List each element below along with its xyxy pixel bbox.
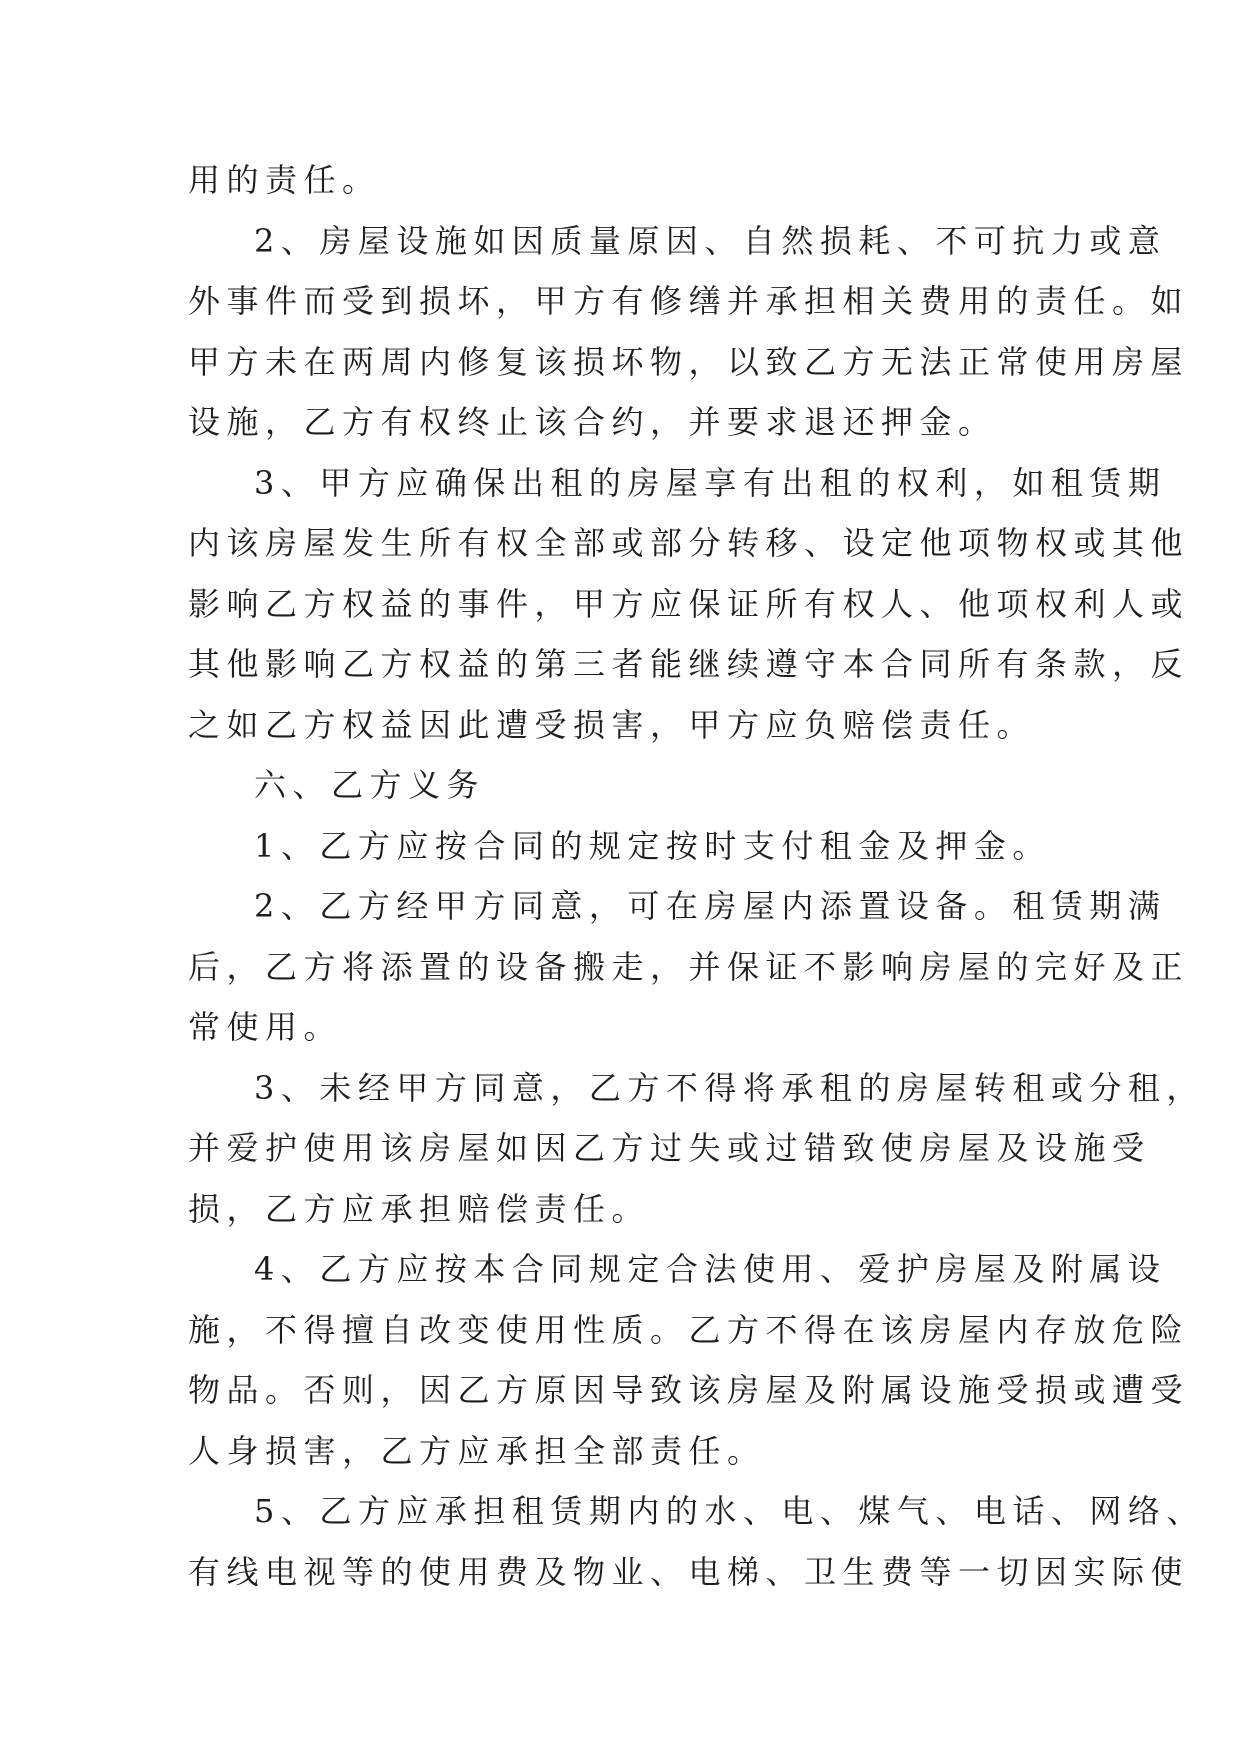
text-line-18: 损，乙方应承担赔偿责任。 [188, 1189, 651, 1228]
text-line-3: 外事件而受到损坏，甲方有修缮并承担相关费用的责任。如 [188, 282, 1190, 320]
text-line-24: 有线电视等的使用费及物业、电梯、卫生费等一切因实际使 [188, 1552, 1190, 1591]
text-line-8: 影响乙方权益的事件，甲方应保证所有权人、他项权利人或 [188, 584, 1190, 623]
text-line-14: 后，乙方将添置的设备搬走，并保证不影响房屋的完好及正 [188, 947, 1190, 986]
text-line-10: 之如乙方权益因此遭受损害，甲方应负赔偿责任。 [188, 705, 1036, 744]
text-line-16: 3、未经甲方同意，乙方不得将承租的房屋转租或分租， [254, 1068, 1205, 1107]
text-line-15: 常使用。 [188, 1008, 343, 1046]
text-line-13: 2、乙方经甲方同意，可在房屋内添置设备。租赁期满 [254, 887, 1167, 925]
text-line-1: 用的责任。 [188, 161, 381, 199]
text-line-4: 甲方未在两周内修复该损坏物，以致乙方无法正常使用房屋 [188, 342, 1190, 381]
text-line-7: 内该房屋发生所有权全部或部分转移、设定他项物权或其他 [188, 524, 1190, 562]
text-line-19: 4、乙方应按本合同规定合法使用、爱护房屋及附属设 [254, 1250, 1167, 1288]
text-line-23: 5、乙方应承担租赁期内的水、电、煤气、电话、网络、 [254, 1492, 1205, 1530]
text-line-21: 物品。否则，因乙方原因导致该房屋及附属设施受损或遭受 [188, 1371, 1190, 1409]
text-line-9: 其他影响乙方权益的第三者能继续遵守本合同所有条款，反 [188, 645, 1190, 683]
text-line-5: 设施，乙方有权终止该合约，并要求退还押金。 [188, 403, 997, 441]
section-heading-tenant-obligations: 六、乙方义务 [254, 766, 486, 804]
contract-body-text [188, 150, 1205, 1602]
text-line-22: 人身损害，乙方应承担全部责任。 [188, 1431, 766, 1470]
text-line-6: 3、甲方应确保出租的房屋享有出租的权利，如租赁期 [254, 463, 1167, 502]
text-line-12: 1、乙方应按合同的规定按时支付租金及押金。 [254, 826, 1051, 865]
text-line-2: 2、房屋设施如因质量原因、自然损耗、不可抗力或意 [254, 221, 1167, 260]
text-line-20: 施，不得擅自改变使用性质。乙方不得在该房屋内存放危险 [188, 1310, 1190, 1349]
text-line-17: 并爱护使用该房屋如因乙方过失或过错致使房屋及设施受 [188, 1129, 1151, 1167]
